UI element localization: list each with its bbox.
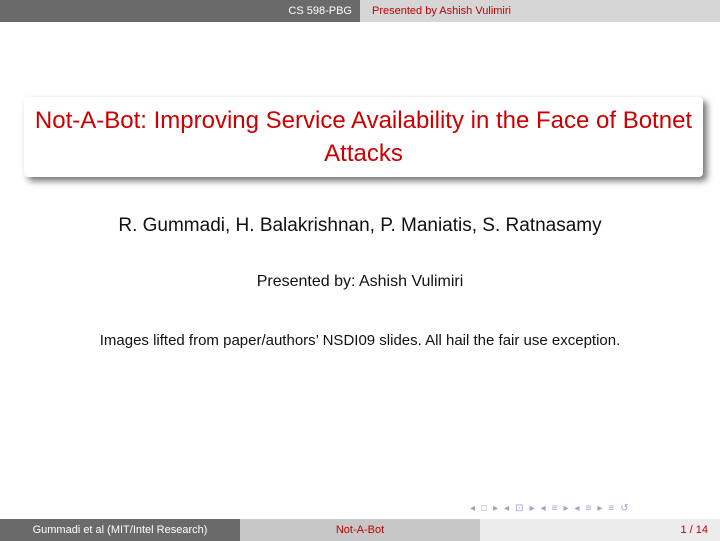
presented-by-line: Presented by: Ashish Vulimiri [256, 273, 464, 290]
nav-section-icon[interactable]: ≡ [585, 503, 592, 514]
nav-prev-slide-icon[interactable]: ◂ [470, 503, 476, 514]
beamer-navigation [470, 503, 629, 515]
footer-page-section [480, 519, 720, 541]
nav-next-section-icon[interactable]: ▸ [597, 503, 603, 514]
nav-search-back-icon[interactable]: ↺ [620, 503, 629, 514]
nav-slide-icon[interactable]: □ [481, 503, 488, 514]
nav-next-frame-icon[interactable]: ▸ [529, 503, 535, 514]
nav-next-subsection-icon[interactable]: ▸ [563, 503, 569, 514]
footer-title-section [240, 519, 480, 541]
header-short-title: CS 598-PBG [288, 5, 352, 17]
nav-prev-subsection-icon[interactable]: ◂ [540, 503, 546, 514]
title-box [24, 97, 703, 177]
nav-subsection-icon[interactable]: ≡ [551, 503, 558, 514]
nav-prev-section-icon[interactable]: ◂ [574, 503, 580, 514]
image-credit-note: Images lifted from paper/authors’ NSDI09 slides. All hail the fair use exception. [99, 332, 621, 349]
nav-next-slide-icon[interactable]: ▸ [493, 503, 499, 514]
header-left-section [0, 0, 360, 22]
authors-line: R. Gummadi, H. Balakrishnan, P. Maniatis, S. Ratnasamy [118, 215, 602, 236]
header-presenter: Presented by Ashish Vulimiri [372, 5, 511, 17]
header-bar [0, 0, 720, 22]
footer-bar [0, 519, 720, 541]
footer-page-number: 1 / 14 [680, 524, 708, 536]
header-right-section [360, 0, 720, 22]
nav-prev-frame-icon[interactable]: ◂ [504, 503, 510, 514]
footer-author-institute: Gummadi et al (MIT/Intel Research) [32, 524, 208, 536]
slide-title: Not-A-Bot: Improving Service Availability in the Face of Botnet Attacks [34, 107, 693, 167]
footer-author-section [0, 519, 240, 541]
nav-frame-icon[interactable]: ⊡ [515, 503, 524, 514]
nav-document-icon[interactable]: ≡ [608, 503, 615, 514]
footer-short-title: Not-A-Bot [335, 524, 385, 536]
